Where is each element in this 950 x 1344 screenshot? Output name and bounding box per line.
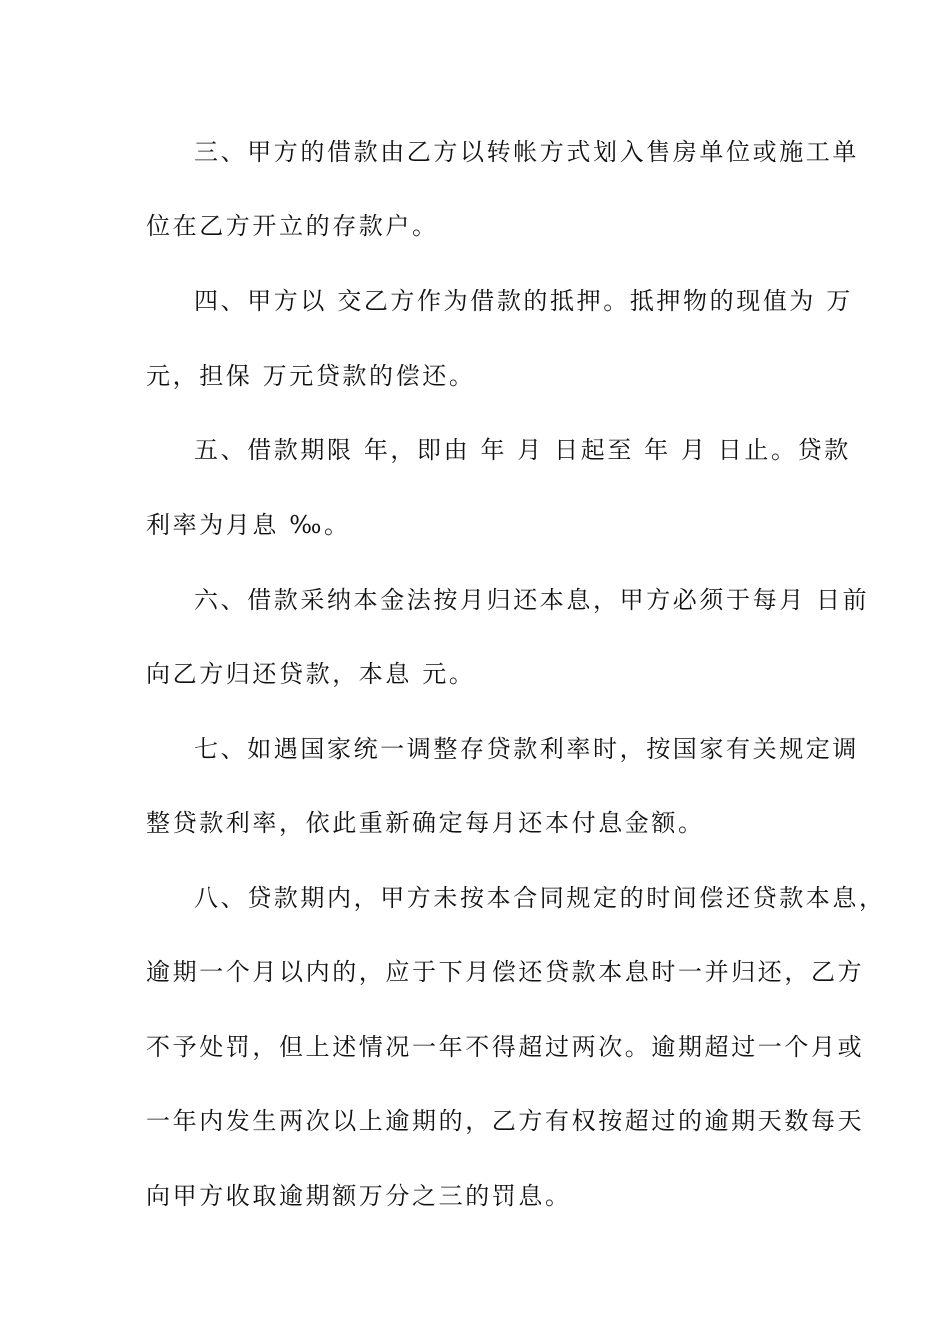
clause-8-line-4: 一年内发生两次以上逾期的，乙方有权按超过的逾期天数每天: [146, 1107, 865, 1135]
clause-6-line-1: 六、借款采纳本金法按月归还本息，甲方必须于每月 日前: [194, 586, 870, 614]
clause-6-line-2: 向乙方归还贷款，本息 元。: [146, 660, 476, 688]
clause-7-line-2: 整贷款利率，依此重新确定每月还本付息金额。: [146, 809, 705, 837]
clause-3-line-1: 三、甲方的借款由乙方以转帐方式划入售房单位或施工单: [194, 138, 859, 166]
clause-5-line-2: 利率为月息 ‰。: [146, 511, 351, 539]
clause-8-line-5: 向甲方收取逾期额万分之三的罚息。: [146, 1182, 572, 1210]
clause-8-line-3: 不予处罚，但上述情况一年不得超过两次。逾期超过一个月或: [146, 1033, 865, 1061]
clause-8-line-1: 八、贷款期内，甲方未按本合同规定的时间偿还贷款本息，: [194, 884, 886, 912]
clause-4-line-1: 四、甲方以 交乙方作为借款的抵押。抵押物的现值为 万: [194, 287, 853, 315]
clause-7-line-1: 七、如遇国家统一调整存贷款利率时，按国家有关规定调: [194, 735, 859, 763]
clause-5-line-1: 五、借款期限 年，即由 年 月 日起至 年 月 日止。贷款: [194, 436, 851, 464]
clause-4-line-2: 元，担保 万元贷款的偿还。: [146, 362, 476, 390]
clause-3-line-2: 位在乙方开立的存款户。: [146, 212, 439, 240]
clause-8-line-2: 逾期一个月以内的，应于下月偿还贷款本息时一并归还，乙方: [146, 958, 865, 986]
